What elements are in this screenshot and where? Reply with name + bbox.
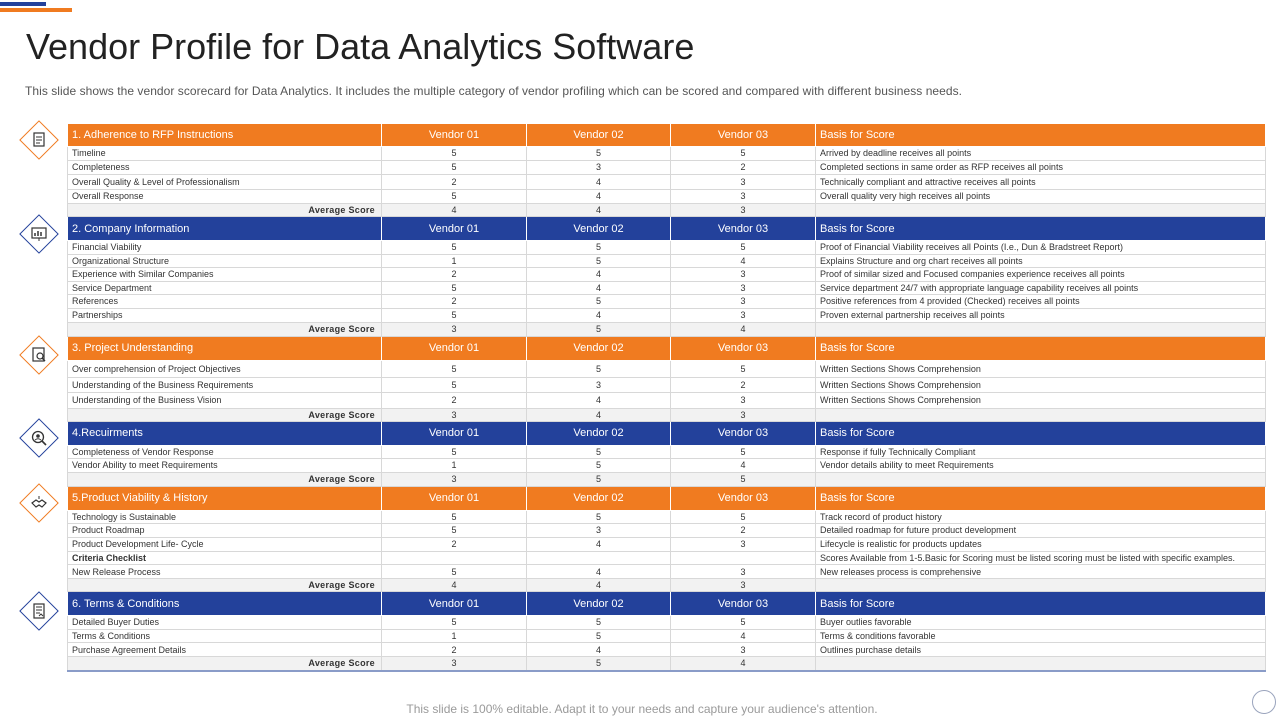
- section-header-row: [68, 336, 1266, 360]
- basis-cell: Buyer outlies favorable: [816, 616, 1266, 630]
- section-title: 6. Terms & Conditions: [68, 592, 382, 616]
- average-score-value: 5: [527, 472, 671, 486]
- score-cell: 4: [671, 629, 816, 643]
- page-title: Vendor Profile for Data Analytics Software: [26, 26, 695, 67]
- section-title: 3. Project Understanding: [68, 336, 382, 360]
- table-row: [68, 643, 1266, 657]
- score-cell: 5: [527, 241, 671, 255]
- section-title: 1. Adherence to RFP Instructions: [68, 124, 382, 147]
- table-row: [68, 524, 1266, 538]
- table-row: [68, 565, 1266, 579]
- score-cell: 3: [671, 295, 816, 309]
- score-cell: 5: [527, 295, 671, 309]
- average-score-label: Average Score: [68, 579, 382, 592]
- basis-cell: Vendor details ability to meet Requirements: [816, 459, 1266, 473]
- empty-cell: [816, 408, 1266, 421]
- score-cell: 3: [527, 377, 671, 393]
- score-cell: 4: [527, 537, 671, 551]
- basis-cell: Positive references from 4 provided (Checked) receives all points: [816, 295, 1266, 309]
- average-score-value: 3: [382, 472, 527, 486]
- score-cell: 5: [382, 189, 527, 203]
- score-cell: 4: [527, 643, 671, 657]
- score-cell: 4: [527, 281, 671, 295]
- table-row: [68, 510, 1266, 524]
- score-cell: 4: [527, 393, 671, 409]
- scorecard-table: [67, 123, 1266, 672]
- score-cell: 5: [671, 360, 816, 377]
- page-subtitle: This slide shows the vendor scorecard for Data Analytics. It includes the multiple category of vendor profiling which can be scored and compared with different business needs.: [25, 84, 963, 98]
- criteria-cell: Understanding of the Business Requirements: [68, 377, 382, 393]
- presentation-chart-icon: [19, 214, 59, 254]
- average-score-row: [68, 408, 1266, 421]
- section-header-row: [68, 486, 1266, 510]
- score-cell: 1: [382, 629, 527, 643]
- score-cell: 2: [382, 268, 527, 282]
- basis-cell: Written Sections Shows Comprehension: [816, 377, 1266, 393]
- score-cell: 5: [382, 565, 527, 579]
- average-score-label: Average Score: [68, 322, 382, 336]
- average-score-value: 3: [671, 203, 816, 217]
- average-score-value: 3: [382, 657, 527, 671]
- basis-cell: Overall quality very high receives all points: [816, 189, 1266, 203]
- table-row: [68, 551, 1266, 565]
- criteria-cell: References: [68, 295, 382, 309]
- criteria-cell: New Release Process: [68, 565, 382, 579]
- section-header-row: [68, 592, 1266, 616]
- basis-cell: Proof of Financial Viability receives all Points (I.e., Dun & Bradstreet Report): [816, 241, 1266, 255]
- score-cell: 3: [671, 189, 816, 203]
- vendor-header: Vendor 01: [382, 486, 527, 510]
- criteria-cell: Timeline: [68, 147, 382, 161]
- average-score-value: 4: [527, 408, 671, 421]
- table-row: [68, 459, 1266, 473]
- project-search-icon: [19, 335, 59, 375]
- vendor-header: Vendor 02: [527, 486, 671, 510]
- score-cell: 1: [382, 254, 527, 268]
- table-row: [68, 295, 1266, 309]
- criteria-cell: Partnerships: [68, 308, 382, 322]
- criteria-cell: Over comprehension of Project Objectives: [68, 360, 382, 377]
- table-row: [68, 616, 1266, 630]
- average-score-value: 4: [382, 203, 527, 217]
- vendor-header: Vendor 02: [527, 124, 671, 147]
- score-cell: 3: [671, 281, 816, 295]
- vendor-header: Vendor 01: [382, 336, 527, 360]
- vendor-header: Vendor 03: [671, 124, 816, 147]
- score-cell: 4: [671, 459, 816, 473]
- basis-cell: Track record of product history: [816, 510, 1266, 524]
- average-score-label: Average Score: [68, 657, 382, 671]
- table-row: [68, 147, 1266, 161]
- section-title: 4.Recuirments: [68, 421, 382, 445]
- score-cell: 4: [671, 254, 816, 268]
- criteria-cell: Completeness of Vendor Response: [68, 445, 382, 459]
- criteria-cell: Terms & Conditions: [68, 629, 382, 643]
- accent-bar-blue: [0, 2, 46, 6]
- vendor-scorecard: [67, 123, 1265, 672]
- average-score-value: 5: [527, 657, 671, 671]
- section-header-row: [68, 217, 1266, 241]
- basis-cell: Proof of similar sized and Focused companies experience receives all points: [816, 268, 1266, 282]
- basis-cell: New releases process is comprehensive: [816, 565, 1266, 579]
- score-cell: 4: [527, 189, 671, 203]
- average-score-row: [68, 472, 1266, 486]
- criteria-cell: Organizational Structure: [68, 254, 382, 268]
- average-score-label: Average Score: [68, 203, 382, 217]
- score-cell: 4: [527, 175, 671, 190]
- average-score-value: 4: [671, 657, 816, 671]
- score-cell: 5: [671, 241, 816, 255]
- table-row: [68, 445, 1266, 459]
- score-cell: 5: [671, 510, 816, 524]
- average-score-row: [68, 322, 1266, 336]
- score-cell: 5: [527, 459, 671, 473]
- basis-cell: Response if fully Technically Compliant: [816, 445, 1266, 459]
- criteria-cell: Product Development Life- Cycle: [68, 537, 382, 551]
- handshake-icon: [19, 483, 59, 523]
- empty-cell: [816, 322, 1266, 336]
- score-cell: 5: [382, 160, 527, 175]
- criteria-cell: Technology is Sustainable: [68, 510, 382, 524]
- average-score-value: 5: [671, 472, 816, 486]
- basis-cell: Arrived by deadline receives all points: [816, 147, 1266, 161]
- average-score-value: 4: [671, 322, 816, 336]
- score-cell: 2: [382, 175, 527, 190]
- score-cell: 5: [671, 147, 816, 161]
- table-row: [68, 175, 1266, 190]
- table-row: [68, 629, 1266, 643]
- score-cell: 3: [671, 565, 816, 579]
- basis-header: Basis for Score: [816, 217, 1266, 241]
- empty-cell: [816, 579, 1266, 592]
- contract-document-icon: [19, 591, 59, 631]
- average-score-value: 3: [671, 579, 816, 592]
- criteria-cell: Overall Response: [68, 189, 382, 203]
- table-row: [68, 360, 1266, 377]
- average-score-value: 3: [382, 322, 527, 336]
- score-cell: 2: [382, 643, 527, 657]
- average-score-value: 4: [527, 579, 671, 592]
- vendor-header: Vendor 02: [527, 217, 671, 241]
- average-score-label: Average Score: [68, 408, 382, 421]
- basis-cell: Service department 24/7 with appropriate language capability receives all points: [816, 281, 1266, 295]
- page-circle: [1252, 690, 1276, 714]
- criteria-cell: Financial Viability: [68, 241, 382, 255]
- score-cell: 3: [671, 308, 816, 322]
- score-cell: 3: [671, 537, 816, 551]
- score-cell: 5: [382, 281, 527, 295]
- criteria-cell: Overall Quality & Level of Professionalism: [68, 175, 382, 190]
- average-score-label: Average Score: [68, 472, 382, 486]
- score-cell: 5: [382, 377, 527, 393]
- score-cell: 5: [527, 510, 671, 524]
- average-score-value: 3: [671, 408, 816, 421]
- table-row: [68, 254, 1266, 268]
- empty-cell: [816, 203, 1266, 217]
- footer-note: This slide is 100% editable. Adapt it to your needs and capture your audience's attention.: [406, 702, 878, 716]
- basis-cell: Terms & conditions favorable: [816, 629, 1266, 643]
- score-cell: [527, 551, 671, 565]
- score-cell: 4: [527, 565, 671, 579]
- criteria-cell: Purchase Agreement Details: [68, 643, 382, 657]
- vendor-header: Vendor 01: [382, 421, 527, 445]
- score-cell: 5: [382, 147, 527, 161]
- table-row: [68, 308, 1266, 322]
- vendor-header: Vendor 02: [527, 421, 671, 445]
- average-score-value: 4: [382, 579, 527, 592]
- score-cell: 5: [382, 241, 527, 255]
- vendor-header: Vendor 01: [382, 124, 527, 147]
- basis-header: Basis for Score: [816, 486, 1266, 510]
- score-cell: 2: [382, 393, 527, 409]
- score-cell: 3: [671, 175, 816, 190]
- score-cell: 5: [527, 147, 671, 161]
- average-score-row: [68, 203, 1266, 217]
- vendor-header: Vendor 03: [671, 217, 816, 241]
- document-checklist-icon: [19, 120, 59, 160]
- vendor-header: Vendor 01: [382, 217, 527, 241]
- table-row: [68, 393, 1266, 409]
- criteria-cell: Product Roadmap: [68, 524, 382, 538]
- average-score-row: [68, 579, 1266, 592]
- empty-cell: [816, 472, 1266, 486]
- table-row: [68, 241, 1266, 255]
- basis-cell: Written Sections Shows Comprehension: [816, 393, 1266, 409]
- table-row: [68, 160, 1266, 175]
- score-cell: 4: [527, 268, 671, 282]
- vendor-header: Vendor 01: [382, 592, 527, 616]
- vendor-header: Vendor 02: [527, 336, 671, 360]
- score-cell: 1: [382, 459, 527, 473]
- score-cell: 2: [671, 377, 816, 393]
- criteria-cell: Service Department: [68, 281, 382, 295]
- average-score-value: 4: [527, 203, 671, 217]
- basis-cell: Technically compliant and attractive receives all points: [816, 175, 1266, 190]
- criteria-cell: Understanding of the Business Vision: [68, 393, 382, 409]
- table-row: [68, 281, 1266, 295]
- average-score-value: 3: [382, 408, 527, 421]
- score-cell: 3: [671, 393, 816, 409]
- table-row: [68, 377, 1266, 393]
- basis-header: Basis for Score: [816, 421, 1266, 445]
- score-cell: 2: [382, 295, 527, 309]
- criteria-cell: Vendor Ability to meet Requirements: [68, 459, 382, 473]
- section-header-row: [68, 124, 1266, 147]
- score-cell: 5: [527, 616, 671, 630]
- criteria-cell: Detailed Buyer Duties: [68, 616, 382, 630]
- vendor-header: Vendor 03: [671, 336, 816, 360]
- score-cell: 5: [382, 445, 527, 459]
- table-row: [68, 189, 1266, 203]
- score-cell: 5: [527, 445, 671, 459]
- score-cell: 2: [671, 160, 816, 175]
- table-row: [68, 537, 1266, 551]
- vendor-header: Vendor 03: [671, 592, 816, 616]
- score-cell: 2: [382, 537, 527, 551]
- score-cell: 3: [671, 643, 816, 657]
- basis-header: Basis for Score: [816, 336, 1266, 360]
- basis-cell: Lifecycle is realistic for products updates: [816, 537, 1266, 551]
- basis-header: Basis for Score: [816, 592, 1266, 616]
- basis-header: Basis for Score: [816, 124, 1266, 147]
- basis-cell: Explains Structure and org chart receives all points: [816, 254, 1266, 268]
- average-score-value: 5: [527, 322, 671, 336]
- score-cell: 5: [671, 616, 816, 630]
- score-cell: 4: [527, 308, 671, 322]
- score-cell: 5: [382, 360, 527, 377]
- criteria-cell: Criteria Checklist: [68, 551, 382, 565]
- score-cell: 3: [527, 160, 671, 175]
- basis-cell: Outlines purchase details: [816, 643, 1266, 657]
- score-cell: [382, 551, 527, 565]
- average-score-row: [68, 657, 1266, 671]
- magnifier-person-icon: [19, 418, 59, 458]
- score-cell: 5: [382, 616, 527, 630]
- basis-cell: Detailed roadmap for future product development: [816, 524, 1266, 538]
- score-cell: 5: [382, 308, 527, 322]
- score-cell: 5: [382, 510, 527, 524]
- basis-cell: Completed sections in same order as RFP receives all points: [816, 160, 1266, 175]
- score-cell: 5: [527, 360, 671, 377]
- score-cell: [671, 551, 816, 565]
- basis-cell: Proven external partnership receives all points: [816, 308, 1266, 322]
- score-cell: 3: [527, 524, 671, 538]
- criteria-cell: Experience with Similar Companies: [68, 268, 382, 282]
- section-header-row: [68, 421, 1266, 445]
- score-cell: 5: [527, 629, 671, 643]
- score-cell: 5: [527, 254, 671, 268]
- vendor-header: Vendor 03: [671, 486, 816, 510]
- score-cell: 3: [671, 268, 816, 282]
- section-title: 2. Company Information: [68, 217, 382, 241]
- section-title: 5.Product Viability & History: [68, 486, 382, 510]
- criteria-cell: Completeness: [68, 160, 382, 175]
- score-cell: 2: [671, 524, 816, 538]
- table-row: [68, 268, 1266, 282]
- basis-cell: Written Sections Shows Comprehension: [816, 360, 1266, 377]
- score-cell: 5: [671, 445, 816, 459]
- vendor-header: Vendor 02: [527, 592, 671, 616]
- accent-bar-orange: [0, 8, 72, 12]
- empty-cell: [816, 657, 1266, 671]
- vendor-header: Vendor 03: [671, 421, 816, 445]
- score-cell: 5: [382, 524, 527, 538]
- basis-cell: Scores Available from 1-5.Basic for Scoring must be listed scoring must be listed with specific examples.: [816, 551, 1266, 565]
